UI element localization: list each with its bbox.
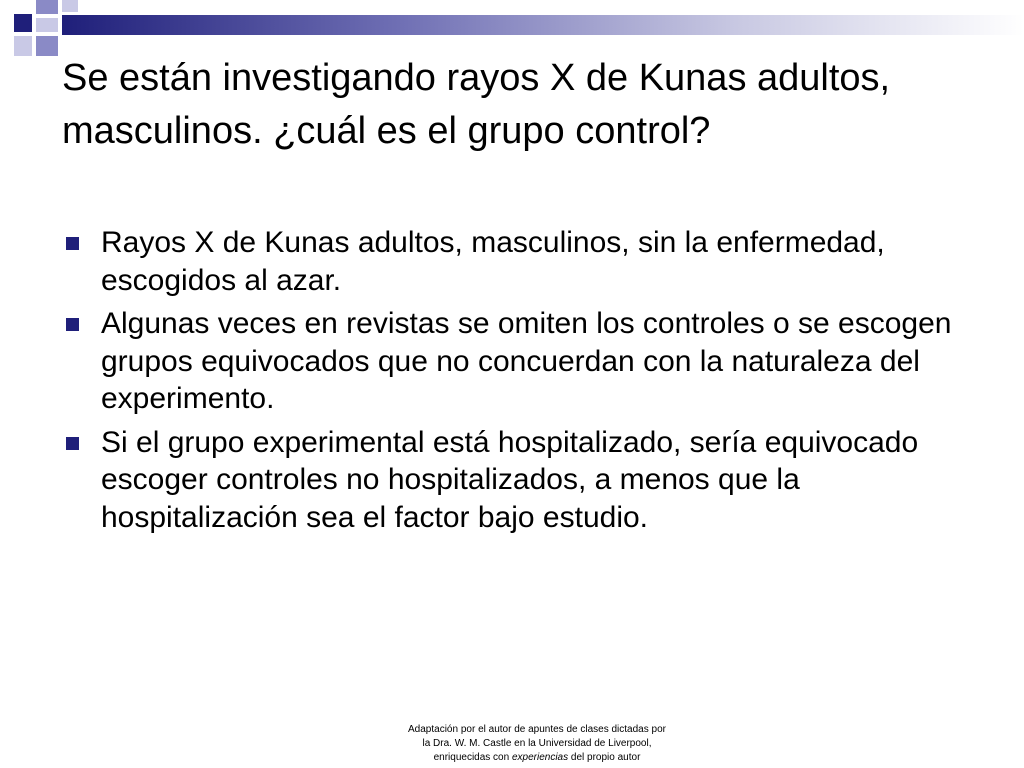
decor-square-light-1 bbox=[62, 0, 78, 12]
footer-line-3 bbox=[372, 751, 702, 765]
bullet-text: Algunas veces en revistas se omiten los controles o se escogen grupos equivocados que no concuerdan con la naturaleza del experimento. bbox=[101, 307, 952, 415]
footer-line-2: la Dra. W. M. Castle en la Universidad de Liverpool, bbox=[422, 738, 652, 749]
bullet-text: Si el grupo experimental está hospitalizado, sería equivocado escoger controles no hospitalizados, a menos que la hospitalización sea el factor bajo estudio. bbox=[101, 425, 919, 534]
bullet-text: Rayos X de Kunas adultos, masculinos, sin la enfermedad, escogidos al azar. bbox=[101, 226, 885, 297]
header-gradient-bar bbox=[62, 15, 1024, 35]
decor-square-mid-1 bbox=[36, 0, 58, 14]
square-bullet-icon bbox=[66, 237, 79, 250]
footer-line-3-emphasis: experiencias bbox=[511, 752, 569, 763]
bullet-item bbox=[62, 305, 972, 418]
slide-title: Se están investigando rayos X de Kunas adultos, masculinos. ¿cuál es el grupo control? bbox=[62, 57, 891, 152]
footer-line-3-prefix: enriquecidas con bbox=[433, 752, 512, 763]
footer-line-1: Adaptación por el autor de apuntes de clases dictadas por bbox=[408, 724, 666, 735]
decor-square-mid-2 bbox=[36, 36, 58, 56]
bullet-item bbox=[62, 224, 972, 299]
square-bullet-icon bbox=[66, 318, 79, 331]
footer-line-3-suffix: del propio autor bbox=[568, 752, 641, 763]
bullet-item bbox=[62, 424, 972, 537]
decor-square-light-3 bbox=[36, 18, 58, 32]
decor-square-light-2 bbox=[14, 36, 32, 56]
bullet-list bbox=[62, 224, 972, 542]
footer-attribution bbox=[372, 723, 702, 765]
square-bullet-icon bbox=[66, 437, 79, 450]
decor-square-dark bbox=[14, 14, 32, 32]
